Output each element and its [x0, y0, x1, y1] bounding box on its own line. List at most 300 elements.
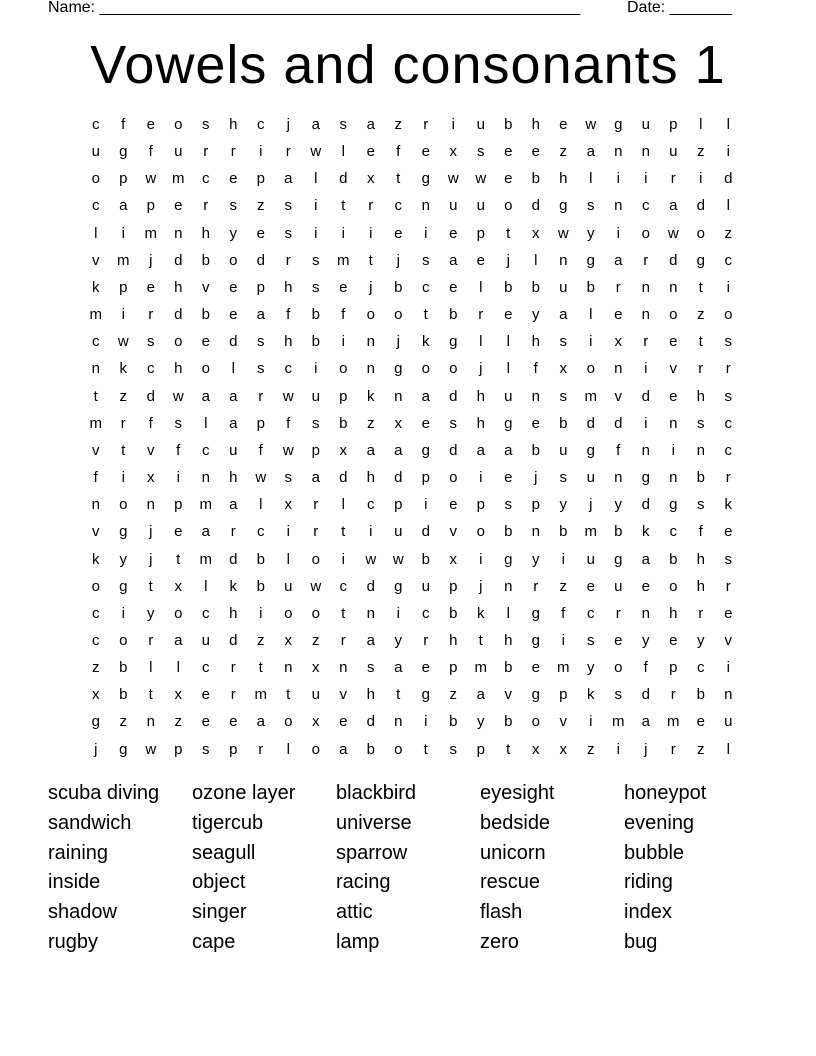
grid-letter: s	[284, 197, 292, 215]
grid-letter: l	[94, 224, 98, 242]
grid-letter: k	[642, 523, 650, 541]
grid-letter: x	[92, 686, 100, 704]
grid-letter: y	[394, 631, 402, 649]
grid-letter: n	[366, 333, 375, 351]
grid-letter: g	[119, 740, 128, 758]
grid-letter: w	[282, 441, 294, 459]
word-list	[48, 780, 768, 959]
grid-letter: s	[284, 469, 292, 487]
grid-letter: r	[230, 523, 236, 541]
grid-letter: i	[561, 631, 565, 649]
grid-letter: i	[341, 224, 345, 242]
grid-letter: a	[614, 251, 623, 269]
grid-letter: j	[396, 333, 400, 351]
grid-letter: i	[176, 469, 180, 487]
grid-letter: g	[531, 604, 540, 622]
grid-letter: x	[312, 659, 320, 677]
grid-row	[82, 277, 742, 304]
grid-letter: e	[476, 251, 485, 269]
grid-letter: s	[339, 116, 347, 133]
grid-letter: h	[696, 577, 705, 595]
grid-letter: g	[504, 414, 513, 432]
grid-letter: a	[559, 306, 568, 324]
grid-letter: t	[121, 441, 126, 459]
grid-letter: r	[533, 577, 539, 595]
grid-letter: z	[119, 387, 127, 405]
grid-letter: r	[698, 604, 704, 622]
grid-letter: c	[92, 333, 100, 351]
grid-letter: h	[449, 631, 458, 649]
grid-letter: r	[670, 170, 676, 188]
grid-letter: r	[643, 333, 649, 351]
grid-letter: t	[698, 278, 703, 296]
grid-letter: z	[697, 740, 705, 758]
grid-letter: r	[368, 197, 374, 215]
grid-letter: e	[366, 143, 375, 161]
grid-letter: b	[311, 333, 320, 351]
grid-letter: i	[341, 550, 345, 568]
grid-letter: s	[367, 659, 375, 677]
grid-letter: n	[394, 713, 403, 731]
grid-letter: e	[614, 306, 623, 324]
grid-letter: s	[229, 197, 237, 215]
grid-letter: z	[257, 631, 265, 649]
grid-letter: d	[339, 469, 348, 487]
word-list-item: racing	[336, 871, 391, 894]
grid-letter: d	[229, 550, 238, 568]
grid-letter: b	[119, 686, 128, 704]
grid-letter: b	[614, 523, 623, 541]
grid-letter: d	[366, 577, 375, 595]
grid-letter: o	[724, 306, 733, 324]
grid-letter: d	[696, 197, 705, 215]
grid-letter: r	[670, 686, 676, 704]
grid-row	[82, 739, 742, 766]
grid-letter: i	[341, 333, 345, 351]
word-list-item: sparrow	[336, 841, 408, 864]
grid-letter: g	[421, 170, 430, 188]
grid-letter: z	[559, 143, 567, 161]
grid-letter: k	[92, 550, 100, 568]
grid-letter: n	[641, 441, 650, 459]
grid-letter: m	[89, 414, 102, 432]
grid-letter: d	[449, 387, 458, 405]
grid-letter: s	[559, 469, 567, 487]
grid-letter: o	[504, 197, 513, 215]
grid-letter: b	[256, 577, 265, 595]
grid-letter: o	[201, 360, 210, 378]
grid-letter: p	[421, 469, 430, 487]
grid-row	[82, 141, 742, 168]
grid-letter: b	[559, 414, 568, 432]
grid-letter: m	[474, 659, 487, 677]
grid-letter: d	[531, 197, 540, 215]
grid-letter: d	[669, 251, 678, 269]
grid-letter: m	[667, 713, 680, 731]
grid-letter: e	[614, 631, 623, 649]
date-field[interactable]: Date: _______	[627, 0, 732, 16]
grid-letter: x	[339, 441, 347, 459]
grid-letter: o	[614, 659, 623, 677]
grid-letter: i	[396, 604, 400, 622]
word-list-item: evening	[624, 811, 695, 834]
grid-letter: d	[394, 469, 403, 487]
grid-letter: i	[479, 469, 483, 487]
grid-letter: s	[614, 686, 622, 704]
grid-letter: d	[586, 414, 595, 432]
grid-letter: c	[394, 197, 402, 215]
grid-letter: p	[256, 170, 265, 188]
grid-letter: a	[504, 441, 513, 459]
grid-letter: n	[339, 659, 348, 677]
grid-letter: a	[641, 550, 650, 568]
grid-letter: g	[531, 631, 540, 649]
grid-letter: f	[616, 441, 621, 459]
grid-letter: n	[91, 496, 100, 514]
grid-letter: h	[174, 278, 183, 296]
grid-letter: i	[451, 116, 455, 133]
grid-letter: j	[589, 496, 593, 514]
grid-letter: n	[696, 441, 705, 459]
grid-letter: w	[282, 387, 294, 405]
grid-letter: u	[559, 278, 568, 296]
word-list-item: flash	[480, 901, 523, 924]
grid-letter: a	[586, 143, 595, 161]
grid-letter: o	[394, 306, 403, 324]
grid-letter: n	[201, 469, 210, 487]
grid-letter: r	[285, 143, 291, 161]
grid-letter: l	[506, 360, 510, 378]
grid-letter: y	[532, 550, 540, 568]
grid-row	[82, 657, 742, 684]
grid-letter: e	[449, 224, 458, 242]
grid-letter: g	[559, 197, 568, 215]
grid-letter: f	[533, 360, 538, 378]
grid-letter: c	[202, 170, 210, 188]
grid-letter: n	[559, 251, 568, 269]
grid-letter: f	[258, 441, 263, 459]
grid-letter: u	[449, 197, 458, 215]
grid-letter: a	[449, 251, 458, 269]
grid-letter: j	[369, 278, 373, 296]
grid-letter: j	[479, 360, 483, 378]
grid-letter: l	[726, 116, 730, 133]
grid-letter: h	[669, 604, 678, 622]
header	[48, 0, 732, 19]
grid-letter: u	[201, 631, 210, 649]
grid-letter: e	[339, 713, 348, 731]
grid-letter: e	[669, 631, 678, 649]
grid-letter: t	[506, 740, 511, 758]
grid-letter: e	[256, 224, 265, 242]
grid-letter: e	[201, 333, 210, 351]
grid-letter: g	[421, 686, 430, 704]
grid-letter: e	[531, 659, 540, 677]
grid-letter: o	[174, 604, 183, 622]
grid-letter: v	[202, 278, 210, 296]
grid-letter: t	[341, 523, 346, 541]
grid-letter: j	[479, 577, 483, 595]
grid-letter: w	[585, 116, 597, 133]
grid-letter: s	[449, 740, 457, 758]
grid-letter: o	[339, 360, 348, 378]
grid-letter: b	[504, 713, 513, 731]
grid-letter: a	[476, 441, 485, 459]
grid-letter: s	[202, 740, 210, 758]
grid-letter: n	[641, 604, 650, 622]
grid-letter: r	[313, 523, 319, 541]
grid-letter: b	[531, 441, 540, 459]
grid-letter: w	[310, 143, 322, 161]
grid-letter: t	[148, 577, 153, 595]
grid-letter: a	[421, 387, 430, 405]
grid-letter: n	[641, 143, 650, 161]
grid-letter: c	[724, 441, 732, 459]
grid-letter: g	[586, 441, 595, 459]
grid-letter: c	[92, 197, 100, 215]
grid-letter: i	[424, 713, 428, 731]
grid-letter: r	[643, 251, 649, 269]
grid-letter: i	[644, 360, 648, 378]
grid-letter: s	[724, 387, 732, 405]
grid-letter: i	[314, 197, 318, 215]
grid-letter: l	[726, 197, 730, 215]
grid-letter: p	[174, 740, 183, 758]
grid-letter: e	[449, 278, 458, 296]
grid-letter: m	[612, 713, 625, 731]
grid-letter: s	[284, 224, 292, 242]
grid-letter: h	[531, 333, 540, 351]
grid-row	[82, 630, 742, 657]
grid-letter: c	[202, 659, 210, 677]
grid-letter: c	[669, 523, 677, 541]
grid-letter: d	[421, 523, 430, 541]
grid-letter: a	[669, 197, 678, 215]
grid-letter: e	[504, 306, 513, 324]
grid-row	[82, 250, 742, 277]
grid-letter: t	[258, 659, 263, 677]
grid-letter: g	[449, 333, 458, 351]
grid-letter: l	[341, 496, 345, 514]
grid-letter: e	[174, 197, 183, 215]
grid-letter: p	[476, 496, 485, 514]
grid-letter: d	[146, 387, 155, 405]
grid-letter: x	[559, 740, 567, 758]
grid-letter: g	[119, 523, 128, 541]
grid-letter: x	[284, 496, 292, 514]
grid-letter: b	[531, 278, 540, 296]
grid-letter: n	[614, 143, 623, 161]
grid-letter: e	[201, 713, 210, 731]
grid-letter: n	[669, 278, 678, 296]
grid-letter: n	[421, 197, 430, 215]
word-list-item: shadow	[48, 901, 117, 924]
word-list-item: universe	[336, 811, 412, 834]
grid-letter: o	[641, 224, 650, 242]
word-list-item: riding	[624, 871, 673, 894]
grid-letter: v	[614, 387, 622, 405]
grid-letter: y	[229, 224, 237, 242]
grid-letter: c	[587, 604, 595, 622]
grid-letter: f	[286, 414, 291, 432]
grid-letter: a	[229, 414, 238, 432]
grid-letter: c	[697, 659, 705, 677]
grid-letter: j	[149, 523, 153, 541]
letter-grid	[82, 114, 742, 766]
grid-letter: h	[696, 387, 705, 405]
grid-letter: z	[257, 197, 265, 215]
grid-letter: p	[559, 686, 568, 704]
grid-letter: b	[256, 550, 265, 568]
grid-letter: o	[449, 469, 458, 487]
grid-letter: f	[148, 414, 153, 432]
grid-letter: h	[284, 333, 293, 351]
grid-letter: i	[726, 659, 730, 677]
grid-letter: f	[121, 116, 126, 133]
grid-letter: l	[204, 414, 208, 432]
grid-letter: f	[643, 659, 648, 677]
grid-letter: u	[724, 713, 733, 731]
grid-letter: o	[449, 360, 458, 378]
name-field[interactable]: Name: ______________________________________________________	[48, 0, 581, 16]
grid-letter: g	[421, 441, 430, 459]
grid-letter: w	[392, 550, 404, 568]
grid-letter: i	[644, 170, 648, 188]
grid-letter: t	[396, 170, 401, 188]
grid-letter: k	[92, 278, 100, 296]
grid-letter: o	[311, 604, 320, 622]
grid-letter: f	[341, 306, 346, 324]
grid-letter: z	[697, 143, 705, 161]
grid-letter: t	[93, 387, 98, 405]
grid-letter: b	[504, 116, 513, 133]
grid-letter: e	[724, 523, 733, 541]
grid-letter: r	[725, 469, 731, 487]
grid-letter: d	[256, 251, 265, 269]
grid-letter: a	[229, 387, 238, 405]
grid-letter: x	[532, 224, 540, 242]
grid-letter: a	[174, 631, 183, 649]
grid-letter: i	[616, 740, 620, 758]
grid-letter: p	[119, 278, 128, 296]
grid-letter: r	[203, 197, 209, 215]
word-list-item: rescue	[480, 871, 541, 894]
grid-letter: n	[366, 604, 375, 622]
grid-row	[82, 331, 742, 358]
grid-row	[82, 549, 742, 576]
grid-letter: l	[479, 333, 483, 351]
grid-row	[82, 304, 742, 331]
grid-letter: v	[147, 441, 155, 459]
grid-letter: u	[586, 550, 595, 568]
grid-letter: b	[504, 659, 513, 677]
grid-letter: w	[667, 224, 679, 242]
grid-letter: h	[366, 469, 375, 487]
grid-letter: c	[257, 116, 265, 133]
grid-letter: b	[421, 550, 430, 568]
grid-letter: o	[174, 116, 183, 133]
grid-letter: o	[311, 550, 320, 568]
grid-letter: r	[725, 577, 731, 595]
grid-letter: w	[310, 577, 322, 595]
grid-letter: v	[92, 523, 100, 541]
grid-row	[82, 358, 742, 385]
grid-letter: e	[559, 116, 568, 133]
grid-letter: u	[174, 143, 183, 161]
grid-letter: b	[394, 278, 403, 296]
grid-letter: i	[699, 170, 703, 188]
grid-row	[82, 168, 742, 195]
grid-letter: e	[146, 116, 155, 133]
grid-letter: e	[449, 496, 458, 514]
grid-letter: h	[559, 170, 568, 188]
grid-letter: x	[394, 414, 402, 432]
grid-letter: e	[146, 278, 155, 296]
grid-letter: z	[367, 414, 375, 432]
grid-letter: p	[476, 224, 485, 242]
grid-letter: n	[366, 360, 375, 378]
grid-letter: h	[366, 686, 375, 704]
grid-row	[82, 711, 742, 738]
grid-letter: i	[369, 523, 373, 541]
grid-letter: r	[230, 659, 236, 677]
grid-letter: b	[531, 170, 540, 188]
grid-letter: n	[504, 577, 513, 595]
grid-letter: t	[176, 550, 181, 568]
grid-letter: s	[724, 333, 732, 351]
grid-letter: j	[534, 469, 538, 487]
grid-letter: a	[201, 387, 210, 405]
grid-letter: a	[256, 306, 265, 324]
grid-letter: g	[119, 143, 128, 161]
grid-letter: x	[614, 333, 622, 351]
grid-letter: b	[339, 414, 348, 432]
word-list-item: scuba diving	[48, 782, 160, 804]
grid-letter: l	[699, 116, 703, 133]
grid-letter: o	[174, 333, 183, 351]
grid-letter: x	[559, 360, 567, 378]
grid-letter: i	[121, 469, 125, 487]
grid-letter: h	[229, 604, 238, 622]
grid-letter: r	[230, 143, 236, 161]
grid-letter: p	[669, 659, 678, 677]
grid-letter: r	[258, 387, 264, 405]
grid-letter: g	[394, 360, 403, 378]
grid-letter: d	[174, 306, 183, 324]
grid-letter: o	[284, 604, 293, 622]
grid-letter: c	[92, 631, 100, 649]
grid-letter: d	[641, 387, 650, 405]
grid-letter: x	[284, 631, 292, 649]
grid-letter: c	[642, 197, 650, 215]
grid-letter: a	[366, 116, 375, 133]
grid-letter: a	[229, 496, 238, 514]
grid-letter: a	[641, 713, 650, 731]
grid-letter: h	[504, 631, 513, 649]
grid-letter: r	[285, 251, 291, 269]
grid-letter: j	[149, 550, 153, 568]
grid-letter: l	[259, 496, 263, 514]
grid-letter: j	[506, 251, 510, 269]
grid-letter: s	[174, 414, 182, 432]
grid-letter: r	[670, 740, 676, 758]
grid-letter: r	[230, 686, 236, 704]
grid-letter: p	[256, 414, 265, 432]
grid-letter: j	[149, 251, 153, 269]
grid-letter: p	[339, 387, 348, 405]
grid-letter: n	[146, 713, 155, 731]
grid-letter: o	[119, 496, 128, 514]
